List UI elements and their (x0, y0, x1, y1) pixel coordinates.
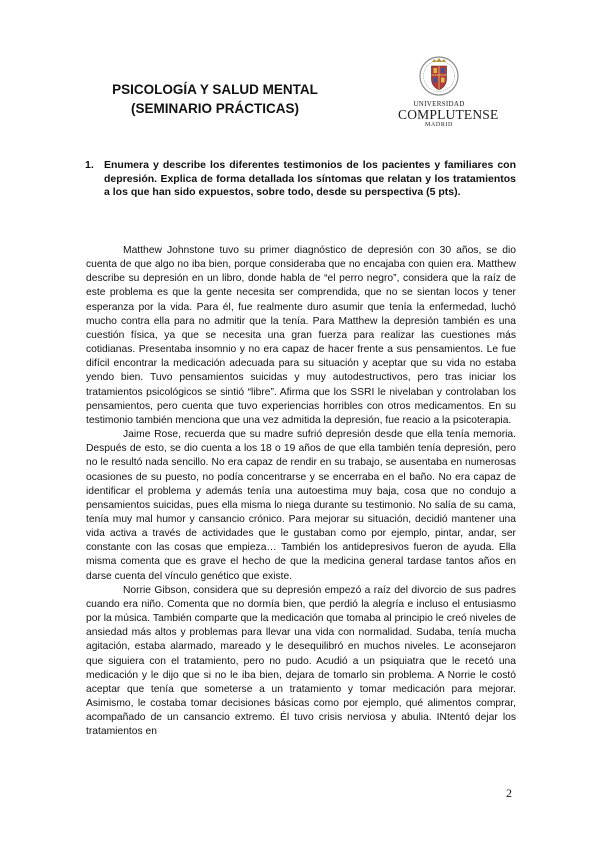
document-title (100, 80, 330, 118)
page-number: 2 (506, 786, 512, 800)
logo-text-universidad: UNIVERSIDAD (413, 100, 465, 108)
university-crest-icon (419, 53, 459, 99)
question-1 (85, 159, 516, 200)
university-logo (398, 53, 499, 128)
title-line-2: (SEMINARIO PRÁCTICAS) (131, 101, 299, 116)
title-line-1: PSICOLOGÍA Y SALUD MENTAL (112, 82, 318, 97)
question-number: 1. (85, 159, 94, 171)
paragraph-norrie: Norrie Gibson, considera que su depresión empezó a raíz del divorcio de sus padres cuando era niño. Comenta que no dormía bien, que perdió la alegría e incluso el entusiasmo por la música. También comparte que la medicación que tomaba al principio le creó niveles de ansiedad más altos y problemas para llevar una vida con normalidad. Sudaba, tenía mucha agitación, estaba alarmado, mareado y le desequilibró en muchos niveles. Le aconsejaron que siguiera con el tratamiento, pero no pudo. Acudió a un psiquiatra que le recetó una medicación y le dijo que si no le iba bien, dejara de tomarlo sin problema. A Norrie le costó aceptar que tenía que someterse a un tratamiento y tomar medicación para mejorar. Asimismo, le costaba tomar decisiones básicas como por ejemplo, qué alimentos comprar, acompañado de un cansancio extremo. Él tuvo crisis nerviosa y abulia. INtentó dejar los tratamientos en (86, 584, 516, 738)
question-text: Enumera y describe los diferentes testimonios de los pacientes y familiares con depresión. Explica de forma detallada los síntomas que relatan y los tratamientos a los que han sido expuestos, sobre todo, desde su perspectiva (5 pts). (104, 159, 516, 199)
answer-body (86, 244, 516, 739)
logo-text-madrid: MADRID (425, 122, 453, 128)
paragraph-matthew: Matthew Johnstone tuvo su primer diagnóstico de depresión con 30 años, se dio cuenta de que algo no iba bien, porque consideraba que no encajaba con quien era. Matthew describe su depresión en un libro, donde habla de “el perro negro”, considera que la raíz de este problema es que la gente necesita ser comprendida, que no se sientan locos y tener esperanza por la vida. Para él, fue realmente duro asumir que tenía la enfermedad, luchó mucho contra ella para no admitir que la tenía. Para Matthew la depresión también es una cuestión física, ya que se necesita una gran fuerza para realizar las cuestiones más cotidianas. Presentaba insomnio y no era capaz de hacer frente a sus pensamientos. Le fue difícil encontrar la medicación adecuada para su situación y aceptar que su vida no estaba yendo bien. Tuvo pensamientos suicidas y muy autodestructivos, pero tras iniciar los tratamientos psicológicos se sintió “libre”. Afirma que los SSRI le nivelaban y controlaban los pensamientos, pero cuenta que tuvo experiencias horribles con otros medicamentos. En su testimonio también menciona que una vez admitida la depresión, fue reacio a la psicoterapia. (86, 245, 516, 426)
paragraph-jaime: Jaime Rose, recuerda que su madre sufrió depresión desde que ella tenía memoria. Después de esto, se dio cuenta a los 18 o 19 años de que ella también tenía depresión, pero no le resultó nada sencillo. No era capaz de rendir en su trabajo, se ausentaba en numerosas ocasiones de su puesto, no podía concentrarse y se encerraba en el baño. No era capaz de identificar el problema y además tenía una autoestima muy baja, cosa que no condujo a pensamientos suicidas, pues ella misma lo niega durante su testimonio. No salía de su cama, tenía muy mal humor y cansancio crónico. Para mejorar su situación, decidió mantener una vida activa a través de actividades que le gustaban como por ejemplo, pintar, andar, ser constante con las cosas que empieza… También los antidepresivos fueron de ayuda. Ella misma comenta que es grave el hecho de que la medicina general tardase tantos años en darse cuenta del vínculo genético que existe. (86, 429, 516, 582)
logo-text-complutense: COMPLUTENSE (398, 107, 499, 122)
